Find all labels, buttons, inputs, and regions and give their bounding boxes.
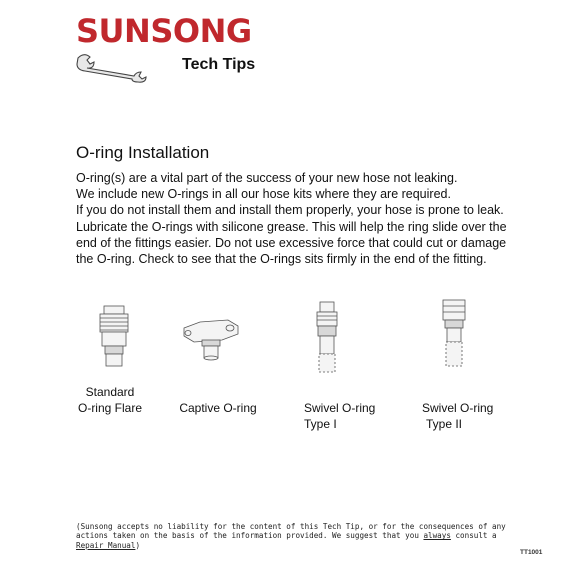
repair-manual-reference: Repair Manual [76, 540, 136, 550]
figure-caption-swivel-1: Swivel O-ring Type I [304, 401, 376, 431]
document-code: TT1001 [520, 549, 543, 556]
brand-logo: SUNSONG [76, 12, 252, 50]
paragraph: O-ring(s) are a vital part of the success of your new hose not leaking. [76, 171, 458, 185]
disclaimer: (Sunsong accepts no liability for the content of this Tech Tip, or for the consequences of any actions taken on the basis of the information provided. We suggest that you always consult a Repair Manual) [76, 522, 506, 550]
section-subtitle: Tech Tips [182, 56, 256, 73]
swivel-oring-type-1-illustration [310, 300, 344, 378]
article-body [76, 170, 516, 267]
paragraph: If you do not install them and install them properly, your hose is prone to leak. Lubricate the O-rings with silicone grease. This will help the ring slide over the end of the fittings easier. Do not use excessive force that could cut or damage the O-ring. Check to see that the O-rings sits firmly in the end of the fitting. [76, 203, 507, 267]
paragraph: We include new O-rings in all our hose kits where they are required. [76, 187, 451, 202]
captive-oring-illustration [180, 314, 242, 364]
swivel-oring-type-2-illustration [437, 298, 471, 378]
emphasis-always: always [423, 531, 451, 541]
standard-oring-flare-illustration [94, 304, 134, 370]
figure-caption-standard: Standard O-ring Flare [77, 385, 142, 415]
figure-caption-captive: Captive O-ring [179, 401, 257, 415]
wrench-icon [74, 52, 154, 84]
figure-caption-swivel-2: Swivel O-ring Type II [422, 401, 494, 431]
article-title: O-ring Installation [76, 143, 210, 162]
